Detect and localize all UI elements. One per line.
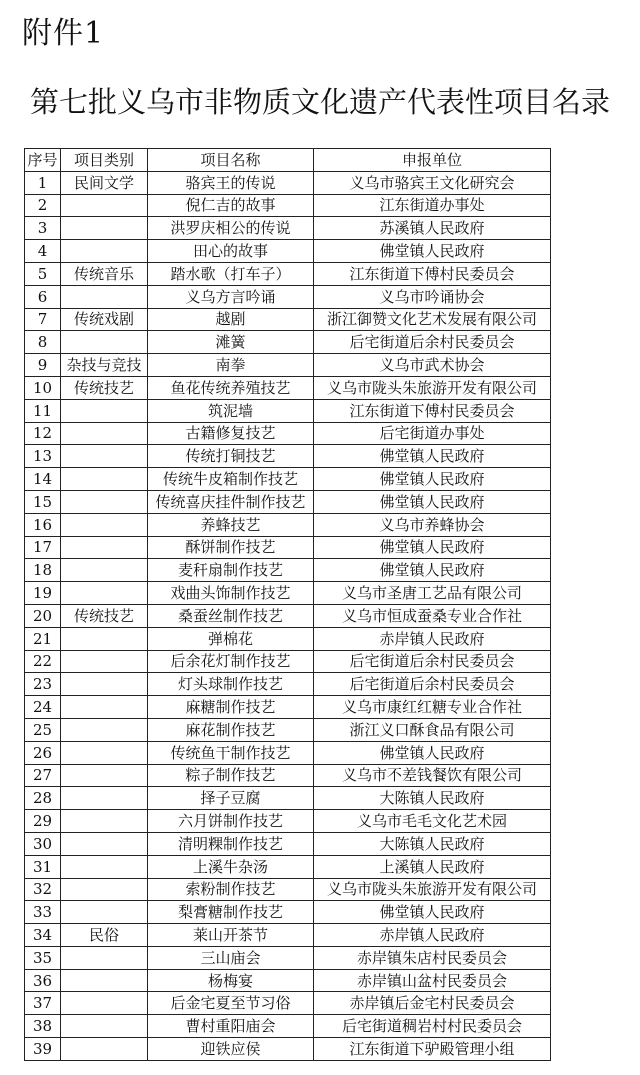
row-project-name: 骆宾王的传说 — [148, 171, 314, 194]
table-row — [25, 285, 551, 308]
row-project-name: 义乌方言吟诵 — [148, 285, 314, 308]
attachment-label: 附件1 — [22, 16, 105, 51]
table-row — [25, 924, 551, 947]
row-number: 28 — [25, 787, 61, 810]
row-number: 34 — [25, 924, 61, 947]
row-number: 37 — [25, 992, 61, 1015]
row-number: 3 — [25, 217, 61, 240]
table-row — [25, 536, 551, 559]
row-category — [61, 217, 148, 240]
row-number: 18 — [25, 559, 61, 582]
row-project-name: 养蜂技艺 — [148, 513, 314, 536]
table-row — [25, 604, 551, 627]
row-number: 22 — [25, 650, 61, 673]
table-row — [25, 490, 551, 513]
table-row — [25, 240, 551, 263]
row-project-name: 古籍修复技艺 — [148, 422, 314, 445]
table-row — [25, 308, 551, 331]
row-applicant-unit: 浙江义口酥食品有限公司 — [314, 718, 551, 741]
table-row — [25, 696, 551, 719]
row-applicant-unit: 大陈镇人民政府 — [314, 787, 551, 810]
row-category — [61, 627, 148, 650]
row-category — [61, 1015, 148, 1038]
row-project-name: 麻糖制作技艺 — [148, 696, 314, 719]
row-category: 传统技艺 — [61, 376, 148, 399]
row-number: 15 — [25, 490, 61, 513]
row-project-name: 戏曲头饰制作技艺 — [148, 582, 314, 605]
table-row — [25, 422, 551, 445]
row-applicant-unit: 江东街道下驴殿管理小组 — [314, 1038, 551, 1061]
row-number: 39 — [25, 1038, 61, 1061]
row-number: 32 — [25, 878, 61, 901]
row-applicant-unit: 后宅街道后余村民委员会 — [314, 331, 551, 354]
row-category — [61, 718, 148, 741]
row-number: 6 — [25, 285, 61, 308]
row-project-name: 洪罗庆相公的传说 — [148, 217, 314, 240]
row-number: 16 — [25, 513, 61, 536]
row-category — [61, 764, 148, 787]
table-row — [25, 718, 551, 741]
row-number: 5 — [25, 262, 61, 285]
row-number: 26 — [25, 741, 61, 764]
row-number: 13 — [25, 445, 61, 468]
document-title: 第七批义乌市非物质文化遗产代表性项目名录 — [29, 85, 610, 119]
row-project-name: 杨梅宴 — [148, 969, 314, 992]
row-project-name: 择子豆腐 — [148, 787, 314, 810]
row-project-name: 灯头球制作技艺 — [148, 673, 314, 696]
row-number: 27 — [25, 764, 61, 787]
row-category: 民俗 — [61, 924, 148, 947]
table-row — [25, 901, 551, 924]
row-category — [61, 787, 148, 810]
row-applicant-unit: 佛堂镇人民政府 — [314, 741, 551, 764]
row-project-name: 莱山开茶节 — [148, 924, 314, 947]
table-row — [25, 399, 551, 422]
row-category — [61, 969, 148, 992]
row-project-name: 清明粿制作技艺 — [148, 832, 314, 855]
row-applicant-unit: 佛堂镇人民政府 — [314, 468, 551, 491]
row-category — [61, 878, 148, 901]
row-category — [61, 650, 148, 673]
row-applicant-unit: 义乌市恒成蚕桑专业合作社 — [314, 604, 551, 627]
table-row — [25, 627, 551, 650]
header-category: 项目类别 — [61, 149, 148, 172]
table-row — [25, 262, 551, 285]
row-project-name: 滩簧 — [148, 331, 314, 354]
table-row — [25, 878, 551, 901]
table-row — [25, 855, 551, 878]
row-project-name: 粽子制作技艺 — [148, 764, 314, 787]
row-project-name: 桑蚕丝制作技艺 — [148, 604, 314, 627]
row-applicant-unit: 义乌市养蜂协会 — [314, 513, 551, 536]
row-applicant-unit: 义乌市不差钱餐饮有限公司 — [314, 764, 551, 787]
row-applicant-unit: 后宅街道后余村民委员会 — [314, 650, 551, 673]
row-project-name: 传统打铜技艺 — [148, 445, 314, 468]
row-category — [61, 240, 148, 263]
table-row — [25, 1038, 551, 1061]
row-applicant-unit: 义乌市陇头朱旅游开发有限公司 — [314, 376, 551, 399]
table-row — [25, 741, 551, 764]
row-project-name: 酥饼制作技艺 — [148, 536, 314, 559]
row-project-name: 倪仁吉的故事 — [148, 194, 314, 217]
row-category — [61, 901, 148, 924]
row-project-name: 六月饼制作技艺 — [148, 810, 314, 833]
row-category — [61, 810, 148, 833]
row-number: 11 — [25, 399, 61, 422]
row-number: 24 — [25, 696, 61, 719]
row-project-name: 传统牛皮箱制作技艺 — [148, 468, 314, 491]
row-applicant-unit: 义乌市陇头朱旅游开发有限公司 — [314, 878, 551, 901]
heritage-list-table — [24, 148, 551, 1061]
table-row — [25, 946, 551, 969]
row-project-name: 弹棉花 — [148, 627, 314, 650]
row-category — [61, 513, 148, 536]
row-project-name: 田心的故事 — [148, 240, 314, 263]
row-category — [61, 445, 148, 468]
row-project-name: 麻花制作技艺 — [148, 718, 314, 741]
row-number: 19 — [25, 582, 61, 605]
row-project-name: 三山庙会 — [148, 946, 314, 969]
row-category — [61, 992, 148, 1015]
row-project-name: 上溪牛杂汤 — [148, 855, 314, 878]
row-number: 36 — [25, 969, 61, 992]
row-number: 10 — [25, 376, 61, 399]
row-project-name: 筑泥墙 — [148, 399, 314, 422]
table-row — [25, 376, 551, 399]
row-project-name: 鱼花传统养殖技艺 — [148, 376, 314, 399]
row-number: 21 — [25, 627, 61, 650]
row-applicant-unit: 赤岸镇人民政府 — [314, 627, 551, 650]
row-number: 7 — [25, 308, 61, 331]
row-applicant-unit: 江东街道下傅村民委员会 — [314, 399, 551, 422]
table-body — [25, 171, 551, 1060]
table-row — [25, 354, 551, 377]
row-number: 12 — [25, 422, 61, 445]
header-name: 项目名称 — [148, 149, 314, 172]
row-category: 传统音乐 — [61, 262, 148, 285]
row-category — [61, 741, 148, 764]
row-category — [61, 194, 148, 217]
row-project-name: 后余花灯制作技艺 — [148, 650, 314, 673]
table-row — [25, 171, 551, 194]
row-applicant-unit: 赤岸镇山盆村民委员会 — [314, 969, 551, 992]
row-number: 1 — [25, 171, 61, 194]
row-applicant-unit: 佛堂镇人民政府 — [314, 490, 551, 513]
row-project-name: 踏水歌（打车子） — [148, 262, 314, 285]
row-project-name: 麦秆扇制作技艺 — [148, 559, 314, 582]
table-row — [25, 787, 551, 810]
table-row — [25, 194, 551, 217]
row-applicant-unit: 义乌市圣唐工艺品有限公司 — [314, 582, 551, 605]
table-row — [25, 331, 551, 354]
table-row — [25, 513, 551, 536]
row-applicant-unit: 义乌市武术协会 — [314, 354, 551, 377]
row-number: 30 — [25, 832, 61, 855]
table-row — [25, 673, 551, 696]
row-category — [61, 468, 148, 491]
row-applicant-unit: 浙江御赞文化艺术发展有限公司 — [314, 308, 551, 331]
row-category: 传统戏剧 — [61, 308, 148, 331]
table-row — [25, 992, 551, 1015]
table-row — [25, 764, 551, 787]
row-number: 2 — [25, 194, 61, 217]
table-row — [25, 559, 551, 582]
row-project-name: 索粉制作技艺 — [148, 878, 314, 901]
row-applicant-unit: 佛堂镇人民政府 — [314, 240, 551, 263]
row-applicant-unit: 佛堂镇人民政府 — [314, 559, 551, 582]
row-applicant-unit: 赤岸镇后金宅村民委员会 — [314, 992, 551, 1015]
row-category — [61, 422, 148, 445]
row-number: 20 — [25, 604, 61, 627]
row-category — [61, 285, 148, 308]
row-number: 14 — [25, 468, 61, 491]
row-applicant-unit: 苏溪镇人民政府 — [314, 217, 551, 240]
row-applicant-unit: 义乌市骆宾王文化研究会 — [314, 171, 551, 194]
row-project-name: 梨膏糖制作技艺 — [148, 901, 314, 924]
row-applicant-unit: 大陈镇人民政府 — [314, 832, 551, 855]
row-category: 传统技艺 — [61, 604, 148, 627]
table-row — [25, 832, 551, 855]
row-applicant-unit: 江东街道办事处 — [314, 194, 551, 217]
row-category — [61, 673, 148, 696]
row-number: 38 — [25, 1015, 61, 1038]
row-applicant-unit: 义乌市康红红糖专业合作社 — [314, 696, 551, 719]
row-category — [61, 1038, 148, 1061]
table-row — [25, 1015, 551, 1038]
row-number: 9 — [25, 354, 61, 377]
row-category — [61, 490, 148, 513]
row-applicant-unit: 后宅街道稠岩村村民委员会 — [314, 1015, 551, 1038]
row-applicant-unit: 佛堂镇人民政府 — [314, 536, 551, 559]
table-row — [25, 445, 551, 468]
table-row — [25, 969, 551, 992]
row-number: 25 — [25, 718, 61, 741]
row-category — [61, 946, 148, 969]
row-category — [61, 696, 148, 719]
row-applicant-unit: 佛堂镇人民政府 — [314, 445, 551, 468]
row-applicant-unit: 后宅街道后余村民委员会 — [314, 673, 551, 696]
row-category — [61, 399, 148, 422]
header-unit: 申报单位 — [314, 149, 551, 172]
row-number: 23 — [25, 673, 61, 696]
row-applicant-unit: 义乌市毛毛文化艺术园 — [314, 810, 551, 833]
row-category — [61, 582, 148, 605]
row-number: 17 — [25, 536, 61, 559]
row-category — [61, 832, 148, 855]
row-applicant-unit: 赤岸镇人民政府 — [314, 924, 551, 947]
row-category: 民间文学 — [61, 171, 148, 194]
row-project-name: 曹村重阳庙会 — [148, 1015, 314, 1038]
row-number: 35 — [25, 946, 61, 969]
row-applicant-unit: 赤岸镇朱店村民委员会 — [314, 946, 551, 969]
table-row — [25, 582, 551, 605]
row-category: 杂技与竞技 — [61, 354, 148, 377]
table-row — [25, 468, 551, 491]
row-applicant-unit: 江东街道下傅村民委员会 — [314, 262, 551, 285]
row-number: 33 — [25, 901, 61, 924]
row-category — [61, 559, 148, 582]
row-applicant-unit: 上溪镇人民政府 — [314, 855, 551, 878]
row-project-name: 迎铁应侯 — [148, 1038, 314, 1061]
row-project-name: 越剧 — [148, 308, 314, 331]
row-number: 31 — [25, 855, 61, 878]
row-applicant-unit: 后宅街道办事处 — [314, 422, 551, 445]
row-project-name: 传统鱼干制作技艺 — [148, 741, 314, 764]
row-applicant-unit: 义乌市吟诵协会 — [314, 285, 551, 308]
table-header-row — [25, 149, 551, 172]
row-applicant-unit: 佛堂镇人民政府 — [314, 901, 551, 924]
row-project-name: 南拳 — [148, 354, 314, 377]
table-row — [25, 810, 551, 833]
row-number: 4 — [25, 240, 61, 263]
row-number: 8 — [25, 331, 61, 354]
row-project-name: 后金宅夏至节习俗 — [148, 992, 314, 1015]
row-category — [61, 331, 148, 354]
row-number: 29 — [25, 810, 61, 833]
table-row — [25, 217, 551, 240]
row-project-name: 传统喜庆挂件制作技艺 — [148, 490, 314, 513]
table-row — [25, 650, 551, 673]
row-category — [61, 855, 148, 878]
row-category — [61, 536, 148, 559]
header-no: 序号 — [25, 149, 61, 172]
